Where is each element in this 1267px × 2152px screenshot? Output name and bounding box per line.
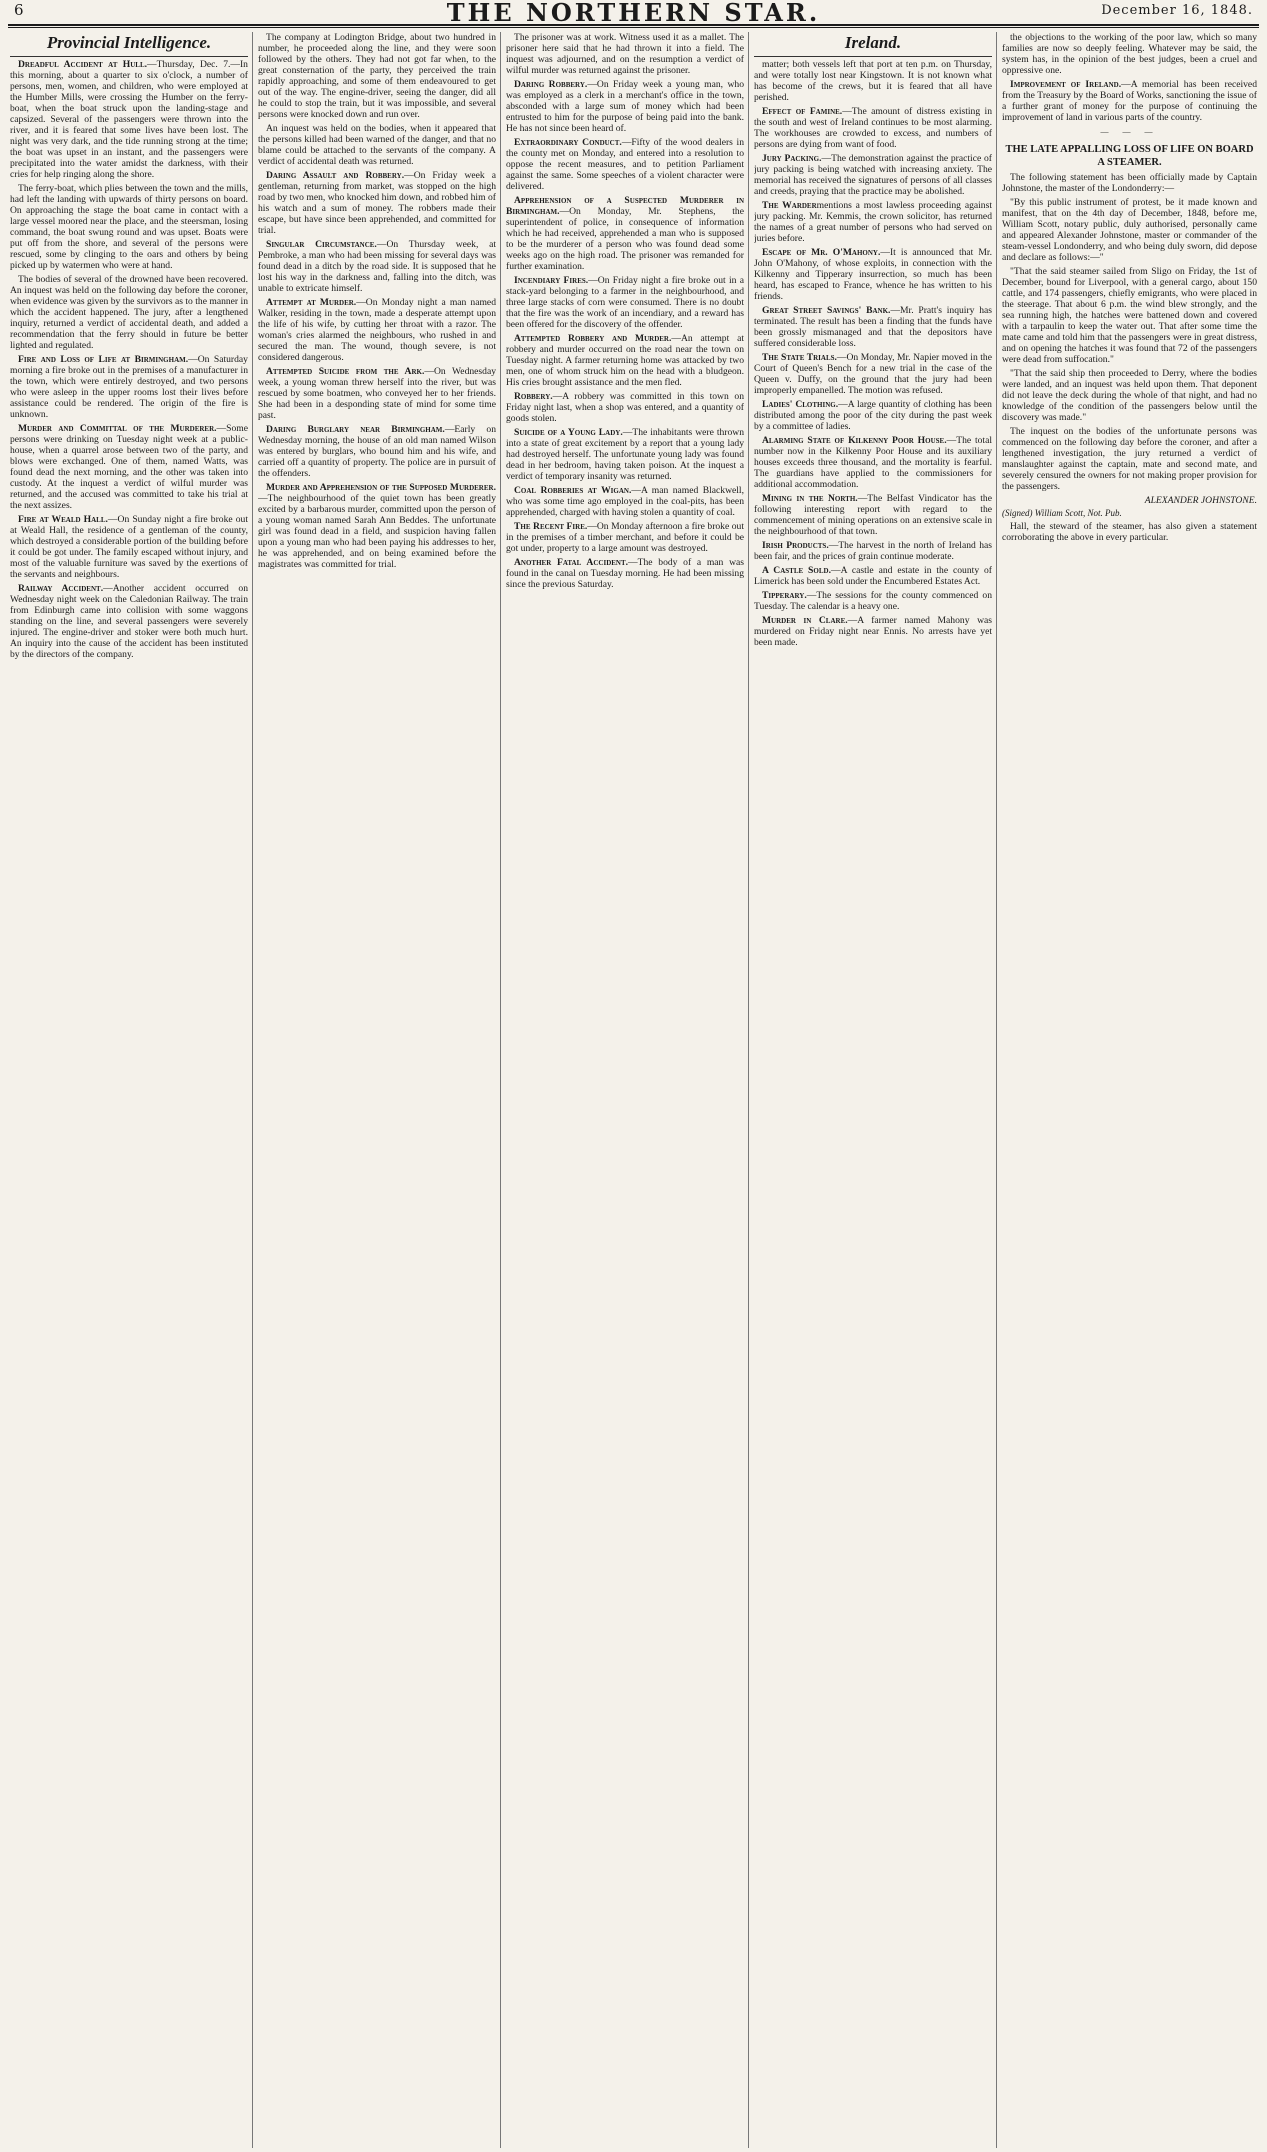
article-paragraph	[754, 540, 992, 562]
article-headline: Coal Robberies at Wigan.	[514, 485, 632, 496]
article-paragraph	[506, 79, 744, 134]
article-paragraph	[506, 137, 744, 192]
article-paragraph	[258, 366, 496, 421]
article-text: —Fifty of the wood dealers in the county met on Monday, and entered into a resolution to oppose the recent measures, and to petition Parliament against the same. Some speeches of a violent character were delivered.	[506, 137, 744, 192]
article-headline: Fire and Loss of Life at Birmingham.	[18, 354, 189, 365]
signoff: ALEXANDER JOHNSTONE.	[1144, 495, 1257, 506]
article-text: —On Sunday night a fire broke out at Weald Hall, the residence of a gentleman of the county, which destroyed a considerable portion of the building before it could be got under. The family escaped without injury, and most of the valuable furniture was saved by the exertions of the servants and neighbours.	[10, 514, 248, 580]
article-paragraph	[754, 565, 992, 587]
column-1	[10, 32, 248, 2148]
masthead	[8, 0, 1259, 26]
article-text: —On Monday, Mr. Napier moved in the Court of Queen's Bench for a new trial in the case of the Queen v. Duffy, on the ground that the jury had been improperly empanelled. The motion was refused.	[754, 352, 992, 396]
article-text: —On Friday week a gentleman, returning from market, was stopped on the high road by two men, who knocked him down, and robbed him of his watch and a sum of money. The robbers made their escape, but have since been apprehended, and committed for trial.	[258, 170, 496, 236]
article-headline: Jury Packing.	[762, 153, 822, 164]
article-headline: Effect of Famine.	[762, 106, 843, 117]
article-headline: Improvement of Ireland.	[1010, 79, 1122, 90]
article-paragraph	[754, 200, 992, 244]
article-headline: Suicide of a Young Lady.	[514, 427, 623, 438]
article-paragraph	[754, 435, 992, 490]
article-text: —A large quantity of clothing has been distributed among the poor of the city during the past week by a committee of ladies.	[754, 399, 992, 432]
article-headline: The Recent Fire.	[514, 521, 588, 532]
column-divider	[996, 32, 997, 2148]
article-headline: Extraordinary Conduct.	[514, 137, 622, 148]
article-paragraph	[506, 427, 744, 482]
article-headline: Fire at Weald Hall.	[18, 514, 108, 525]
column-divider	[748, 32, 749, 2148]
article-text: —On Thursday week, at Pembroke, a man who had been missing for several days was found dead in a ditch by the road side. It is supposed that he lost his way in the darkness and, falling into the ditch, was unable to extricate himself.	[258, 239, 496, 294]
article-paragraph	[506, 557, 744, 590]
newspaper-title: THE NORTHERN STAR.	[446, 0, 821, 27]
article-text: —The inhabitants were thrown into a state of great excitement by a report that a young lady had destroyed herself. The unfortunate young lady was found dead in her bedroom, having taken poison. At the inquest a verdict of temporary insanity was returned.	[506, 427, 744, 482]
article-headline: Murder and Committal of the Murderer.	[18, 423, 217, 434]
article-paragraph	[258, 482, 496, 570]
article-paragraph	[10, 514, 248, 580]
article-paragraph	[258, 297, 496, 363]
masthead-rule	[8, 27, 1259, 28]
article-paragraph	[1002, 426, 1257, 492]
article-headline: Alarming State of Kilkenny Poor House.	[762, 435, 947, 446]
column-4	[754, 32, 992, 2148]
article-text: —It is announced that Mr. John O'Mahony, of whose exploits, in connection with the Kilkenny and Tipperary insurrection, so much has been heard, has escaped to France, whence he has written to his friends.	[754, 247, 992, 302]
article-text: "That the said steamer sailed from Sligo on Friday, the 1st of December, bound for Liverpool, with a general cargo, about 150 cattle, and 174 passengers, chiefly emigrants, who were placed in the steerage. That about 6 p.m. the wind blew strongly, and the sea running high, the hatches were battened down and covered with a tarpaulin to keep the water out. That after some time the mate came and told him that the passengers were in great distress, and on opening the hatches it was found that 72 of the passengers were dead from suffocation."	[1002, 266, 1257, 365]
article-paragraph	[10, 423, 248, 511]
article-paragraph	[506, 275, 744, 330]
article-paragraph	[754, 615, 992, 648]
article-text: —A castle and estate in the county of Limerick has been sold under the Encumbered Estates Act.	[754, 565, 992, 587]
article-text: The inquest on the bodies of the unfortunate persons was commenced on the following day before the coroner, and after a lengthened investigation, the jury returned a verdict of manslaughter against the captain, mate and second mate, and severely censured the owners for not making proper provision for the passengers.	[1002, 426, 1257, 492]
story-separator: — — —	[1100, 127, 1159, 136]
article-text: —Another accident occurred on Wednesday night week on the Caledonian Railway. The train from Edinburgh came into collision with some waggons standing on the line, and several passengers were severely injured. The engine-driver and stoker were both much hurt. An inquiry into the cause of the accident has been instituted by the directors of the company.	[10, 583, 248, 660]
article-paragraph	[506, 195, 744, 272]
article-headline: Singular Circumstance.	[266, 239, 377, 250]
article-paragraph	[754, 59, 992, 103]
article-text: —A farmer named Mahony was murdered on Friday night near Ennis. No arrests have yet been made.	[754, 615, 992, 648]
article-paragraph	[258, 239, 496, 294]
article-paragraph	[1002, 197, 1257, 263]
column-5-articles	[1002, 32, 1257, 123]
article-paragraph	[1002, 266, 1257, 365]
article-text: The bodies of several of the drowned have been recovered. An inquest was held on the following day before the coroner, when evidence was given by the survivors as to the manner in which the accident happened. The jury, after a lengthened inquiry, returned a verdict of accidental death, and added a recommendation that the ferry should in future be better lighted and regulated.	[10, 274, 248, 351]
article-text: —The total number now in the Kilkenny Poor House and its auxiliary houses exceeds three thousand, and the mortality is fearful. The guardians have applied to the commissioners for additional accommodation.	[754, 435, 992, 490]
article-headline: Attempt at Murder.	[266, 297, 357, 308]
article-paragraph	[506, 521, 744, 554]
article-paragraph	[754, 399, 992, 432]
column-2	[258, 32, 496, 2148]
article-text: —The amount of distress existing in the south and west of Ireland continues to be most alarming. The workhouses are crowded to excess, and numbers of persons are dying from want of food.	[754, 106, 992, 150]
section-heading-ireland: Ireland.	[754, 32, 992, 57]
article-headline: Ladies' Clothing.	[762, 399, 839, 410]
article-paragraph	[258, 123, 496, 167]
article-text: the objections to the working of the poor law, which so many families are now so deeply feeling. Whatever may be said, the system has, in the opinion of the best judges, been a cruel and oppressive one.	[1002, 32, 1257, 76]
column-divider	[500, 32, 501, 2148]
article-paragraph	[10, 354, 248, 420]
article-paragraph	[506, 333, 744, 388]
article-text: —On Wednesday week, a young woman threw herself into the river, but was rescued by some boatmen, who conveyed her to her friends. She had been in a desponding state of mind for some time past.	[258, 366, 496, 421]
article-text: —Thursday, Dec. 7.—In this morning, about a quarter to six o'clock, a number of persons, men, women, and children, who were employed at the Humber Mills, were crossing the Humber on the ferry-boat, when the boat struck upon the landing-stage and capsized. Several of the passengers were thrown into the river, and it is feared that some lives have been lost. The night was very dark, and the tide running strong at the time; the boat was upset in an instant, and the passengers were precipitated into the water amidst the darkness, with their cries for help ringing along the shore.	[10, 59, 248, 180]
article-text: —On Friday night a fire broke out in a stack-yard belonging to a farmer in the neighbourhood, and three large stacks of corn were consumed. There is no doubt that the fire was the work of an incendiary, and a reward has been offered for the discovery of the offender.	[506, 275, 744, 330]
article-text: —The demonstration against the practice of jury packing is being watched with increasing anxiety. The memorial has received the signatures of persons of all classes and creeds, praying that the practice may be abolished.	[754, 153, 992, 197]
article-text: —On Friday week a young man, who was employed as a clerk in a merchant's office in the town, absconded with a large sum of money which had been entrusted to him for the purpose of being paid into the bank. He has not since been heard of.	[506, 79, 744, 134]
article-text: —The neighbourhood of the quiet town has been greatly excited by a barbarous murder, committed upon the person of a young woman named Sarah Ann Beddes. The unfortunate girl was found dead in a field, and suspicion having fallen upon a young man who had been paying his addresses to her, he was apprehended, and on being examined before the magistrates was committed for trial.	[258, 493, 496, 570]
article-paragraph	[754, 153, 992, 197]
article-paragraph	[1002, 172, 1257, 194]
article-headline: Daring Assault and Robbery.	[266, 170, 405, 181]
article-headline: Irish Products.	[762, 540, 829, 551]
article-paragraph	[258, 32, 496, 120]
article-headline: Robbery.	[514, 391, 553, 402]
article-headline: Dreadful Accident at Hull.	[18, 59, 148, 70]
notary-attestation: (Signed) William Scott, Not. Pub.	[1002, 508, 1122, 518]
article-paragraph	[10, 59, 248, 180]
page-number: 6	[14, 1, 24, 19]
column-4-articles	[754, 59, 992, 648]
article-paragraph	[506, 485, 744, 518]
article-headline: Attempted Suicide from the Ark.	[266, 366, 425, 377]
article-paragraph	[754, 305, 992, 349]
column-2-articles	[258, 32, 496, 570]
article-text: An inquest was held on the bodies, when it appeared that the persons killed had been warned of the danger, and that no blame could be attached to the servants of the company. A verdict of accidental death was returned.	[258, 123, 496, 167]
article-text: —Early on Wednesday morning, the house of an old man named Wilson was entered by burglars, who bound him and his wife, and carried off a quantity of property. The police are in pursuit of the offenders.	[258, 424, 496, 479]
article-text: —Mr. Pratt's inquiry has terminated. The result has been a finding that the funds have been grossly mismanaged and that the depositors have suffered considerable loss.	[754, 305, 992, 349]
article-text: —A man named Blackwell, who was some time ago employed in the coal-pits, has been apprehended, charged with having stolen a quantity of coal.	[506, 485, 744, 518]
column-3	[506, 32, 744, 2148]
article-paragraph	[754, 106, 992, 150]
column-5	[1002, 32, 1257, 2148]
column-1-articles	[10, 59, 248, 660]
article-paragraph	[754, 590, 992, 612]
column-3-articles	[506, 32, 744, 590]
article-text: —A robbery was committed in this town on Friday night last, when a shop was entered, and a quantity of goods stolen.	[506, 391, 744, 424]
article-headline: The Warder	[762, 200, 817, 211]
article-text: —A memorial has been received from the Treasury by the Board of Works, sanctioning the issue of a further grant of money for the purpose of continuing the improvement of land in various parts of the country.	[1002, 79, 1257, 123]
story-body	[1002, 172, 1257, 492]
article-text: —The Belfast Vindicator has the following interesting report with regard to the commencement of mining operations on an extensive scale in the neighbourhood of that town.	[754, 493, 992, 537]
article-text: —On Monday, Mr. Stephens, the superintendent of police, in consequence of information which he had received, apprehended a man who is supposed to be the murderer of a person who was found dead some weeks ago on the high road. The prisoner was remanded for further examination.	[506, 206, 744, 272]
section-heading-provincial: Provincial Intelligence.	[10, 32, 248, 57]
article-paragraph	[754, 247, 992, 302]
column-divider	[252, 32, 253, 2148]
article-text: The company at Lodington Bridge, about two hundred in number, he proceeded along the line, and they were soon followed by the others. They had not got far when, to the great consternation of the party, they perceived the train rapidly approaching, and some of them endeavoured to get out of the way. The engine-driver, seeing the danger, did all he could to stop the train, but it was impossible, and several persons were knocked down and run over.	[258, 32, 496, 120]
article-headline: Murder in Clare.	[762, 615, 848, 626]
article-headline: Incendiary Fires.	[514, 275, 589, 286]
article-text: matter; both vessels left that port at ten p.m. on Thursday, and were totally lost near Kingstown. It is not known what has become of the crews, but it is feared that all have perished.	[754, 59, 992, 103]
article-headline: Railway Accident.	[18, 583, 104, 594]
article-headline: Attempted Robbery and Murder.	[514, 333, 672, 344]
article-paragraph	[10, 583, 248, 660]
article-text: "That the said ship then proceeded to Derry, where the bodies were landed, and an inquest was held upon them. That deponent did not leave the deck during the whole of that night, and had no knowledge of the condition of the passengers below until the discovery was made."	[1002, 368, 1257, 423]
article-text: —The sessions for the county commenced on Tuesday. The calendar is a heavy one.	[754, 590, 992, 612]
article-headline: Apprehension of a Suspected Murderer in Birmingham.	[506, 195, 744, 217]
article-text: —An attempt at robbery and murder occurred on the road near the town on Tuesday night. A farmer returning home was attacked by two men, one of whom struck him on the head with a bludgeon. His cries brought assistance and the men fled.	[506, 333, 744, 388]
article-paragraph	[506, 32, 744, 76]
story-closing: Hall, the steward of the steamer, has also given a statement corroborating the above in every particular.	[1002, 521, 1257, 543]
article-headline: Daring Robbery.	[514, 79, 588, 90]
article-headline: A Castle Sold.	[762, 565, 831, 576]
article-text: —Some persons were drinking on Tuesday night week at a public-house, when a quarrel arose between two of the party, and blows were exchanged. One of them, named Watts, was found dead the next morning, and the other was taken into custody. At the inquest a verdict of wilful murder was returned, and the accused was committed to take his trial at the next assizes.	[10, 423, 248, 511]
article-paragraph	[1002, 32, 1257, 76]
article-paragraph	[10, 183, 248, 271]
article-paragraph	[258, 170, 496, 236]
article-paragraph	[1002, 368, 1257, 423]
article-text: The ferry-boat, which plies between the town and the mills, had left the landing with upwards of thirty persons on board. On approaching the stage the boat came in contact with a large vessel moored near the place, and the steersman, losing command, the boat swung round and was upset. Boats were put off from the shore, and several of the persons were rescued, some by clinging to the oars and others by being picked up by watermen who were at hand.	[10, 183, 248, 271]
article-headline: Escape of Mr. O'Mahony.	[762, 247, 881, 258]
article-headline: Another Fatal Accident.	[514, 557, 629, 568]
article-headline: Murder and Apprehension of the Supposed Murderer.	[266, 482, 496, 493]
article-text: mentions a most lawless proceeding against jury packing. Mr. Kemmis, the crown solicitor, has returned the names of a great number of persons who had served on juries before.	[754, 200, 992, 244]
issue-date: December 16, 1848.	[1101, 3, 1253, 18]
article-text: —The harvest in the north of Ireland has been fair, and the prices of grain continue moderate.	[754, 540, 992, 562]
article-headline: The State Trials.	[762, 352, 837, 363]
story-headline: THE LATE APPALLING LOSS OF LIFE ON BOARD A STEAMER.	[1005, 144, 1254, 168]
article-paragraph	[506, 391, 744, 424]
article-paragraph	[10, 274, 248, 351]
article-headline: Great Street Savings' Bank.	[762, 305, 891, 316]
article-headline: Tipperary.	[762, 590, 807, 601]
article-text: "By this public instrument of protest, be it made known and manifest, that on the 4th day of December, 1848, before me, William Scott, notary public, duly authorised, personally came and appeared Alexander Johnstone, master or commander of the steam-vessel Londonderry, and who being duly sworn, did depose and declare as follows:—"	[1002, 197, 1257, 263]
article-text: —On Monday afternoon a fire broke out in the premises of a timber merchant, and before it could be got under, property to a large amount was destroyed.	[506, 521, 744, 554]
article-headline: Mining in the North.	[762, 493, 858, 504]
article-paragraph	[1002, 79, 1257, 123]
article-paragraph	[258, 424, 496, 479]
article-text: The prisoner was at work. Witness used it as a mallet. The prisoner here said that he had thrown it into a field. The inquest was adjourned, and on the resumption a verdict of wilful murder was returned against the prisoner.	[506, 32, 744, 76]
article-text: The following statement has been officially made by Captain Johnstone, the master of the Londonderry:—	[1002, 172, 1257, 194]
article-text: —On Saturday morning a fire broke out in the premises of a manufacturer in the town, which were entirely destroyed, and two persons who were asleep in the upper rooms lost their lives before assistance could be rendered. The origin of the fire is unknown.	[10, 354, 248, 420]
article-headline: Daring Burglary near Birmingham.	[266, 424, 445, 435]
article-paragraph	[754, 493, 992, 537]
article-text: —On Monday night a man named Walker, residing in the town, made a desperate attempt upon the life of his wife, by cutting her throat with a razor. The woman's cries alarmed the neighbours, who rushed in and secured the man. The wound, though severe, is not considered dangerous.	[258, 297, 496, 363]
article-paragraph	[754, 352, 992, 396]
article-text: —The body of a man was found in the canal on Tuesday morning. He had been missing since the previous Saturday.	[506, 557, 744, 590]
